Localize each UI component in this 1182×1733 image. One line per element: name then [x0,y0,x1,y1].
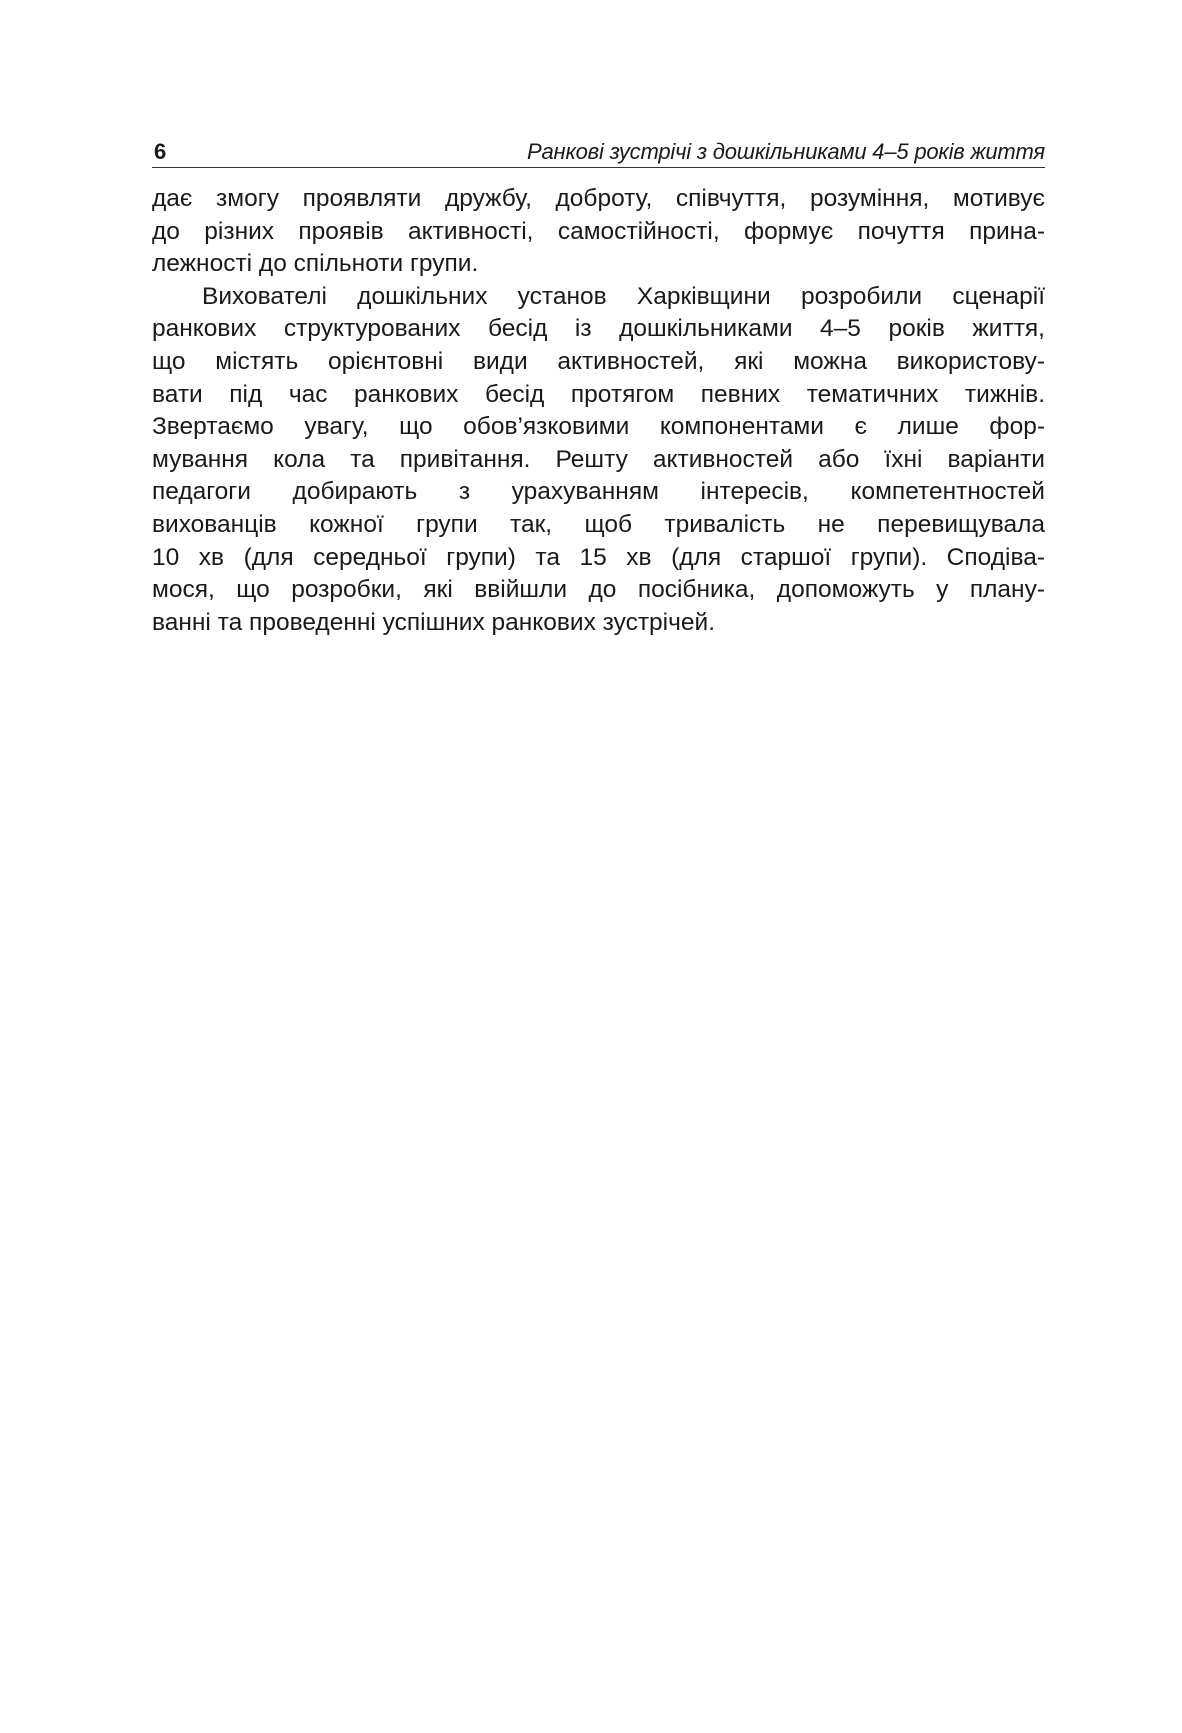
running-title: Ранкові зустрічі з дошкільниками 4–5 років життя [527,139,1045,164]
text-line: мування кола та привітання. Решту активностей або їхні варіанти [152,445,1045,473]
text-line: педагоги добирають з урахуванням інтересів, компетентностей [152,478,1045,506]
paragraph-1 [152,183,1045,281]
text-line: вати під час ранкових бесід протягом певних тематичних тижнів. [152,380,1045,408]
text-line: 10 хв (для середньої групи) та 15 хв (для старшої групи). Сподіва- [152,543,1045,571]
text-line: ранкових структурованих бесід із дошкільниками 4–5 років життя, [152,315,1045,343]
text-line: Вихователі дошкільних установ Харківщини розробили сценарії [202,282,1045,310]
text-line: вихованців кожної групи так, щоб тривалість не перевищувала [152,510,1045,538]
text-line: ванні та проведенні успішних ранкових зустрічей. [152,608,716,636]
text-line: Звертаємо увагу, що обов’язковими компонентами є лише фор- [152,413,1045,441]
page-header [152,132,1045,168]
text-line: дає змогу проявляти дружбу, доброту, співчуття, розуміння, мотивує [152,185,1045,212]
text-line: мося, що розробки, які ввійшли до посібника, допоможуть у плану- [152,576,1045,604]
page-number: 6 [154,139,167,164]
paragraph-2 [152,281,1045,640]
text-line: що містять орієнтовні види активностей, які можна використову- [152,347,1045,375]
text-line: лежності до спільноти групи. [152,250,479,278]
text-line: до різних проявів активності, самостійності, формує почуття прина- [152,217,1045,245]
body-text [152,183,1045,639]
